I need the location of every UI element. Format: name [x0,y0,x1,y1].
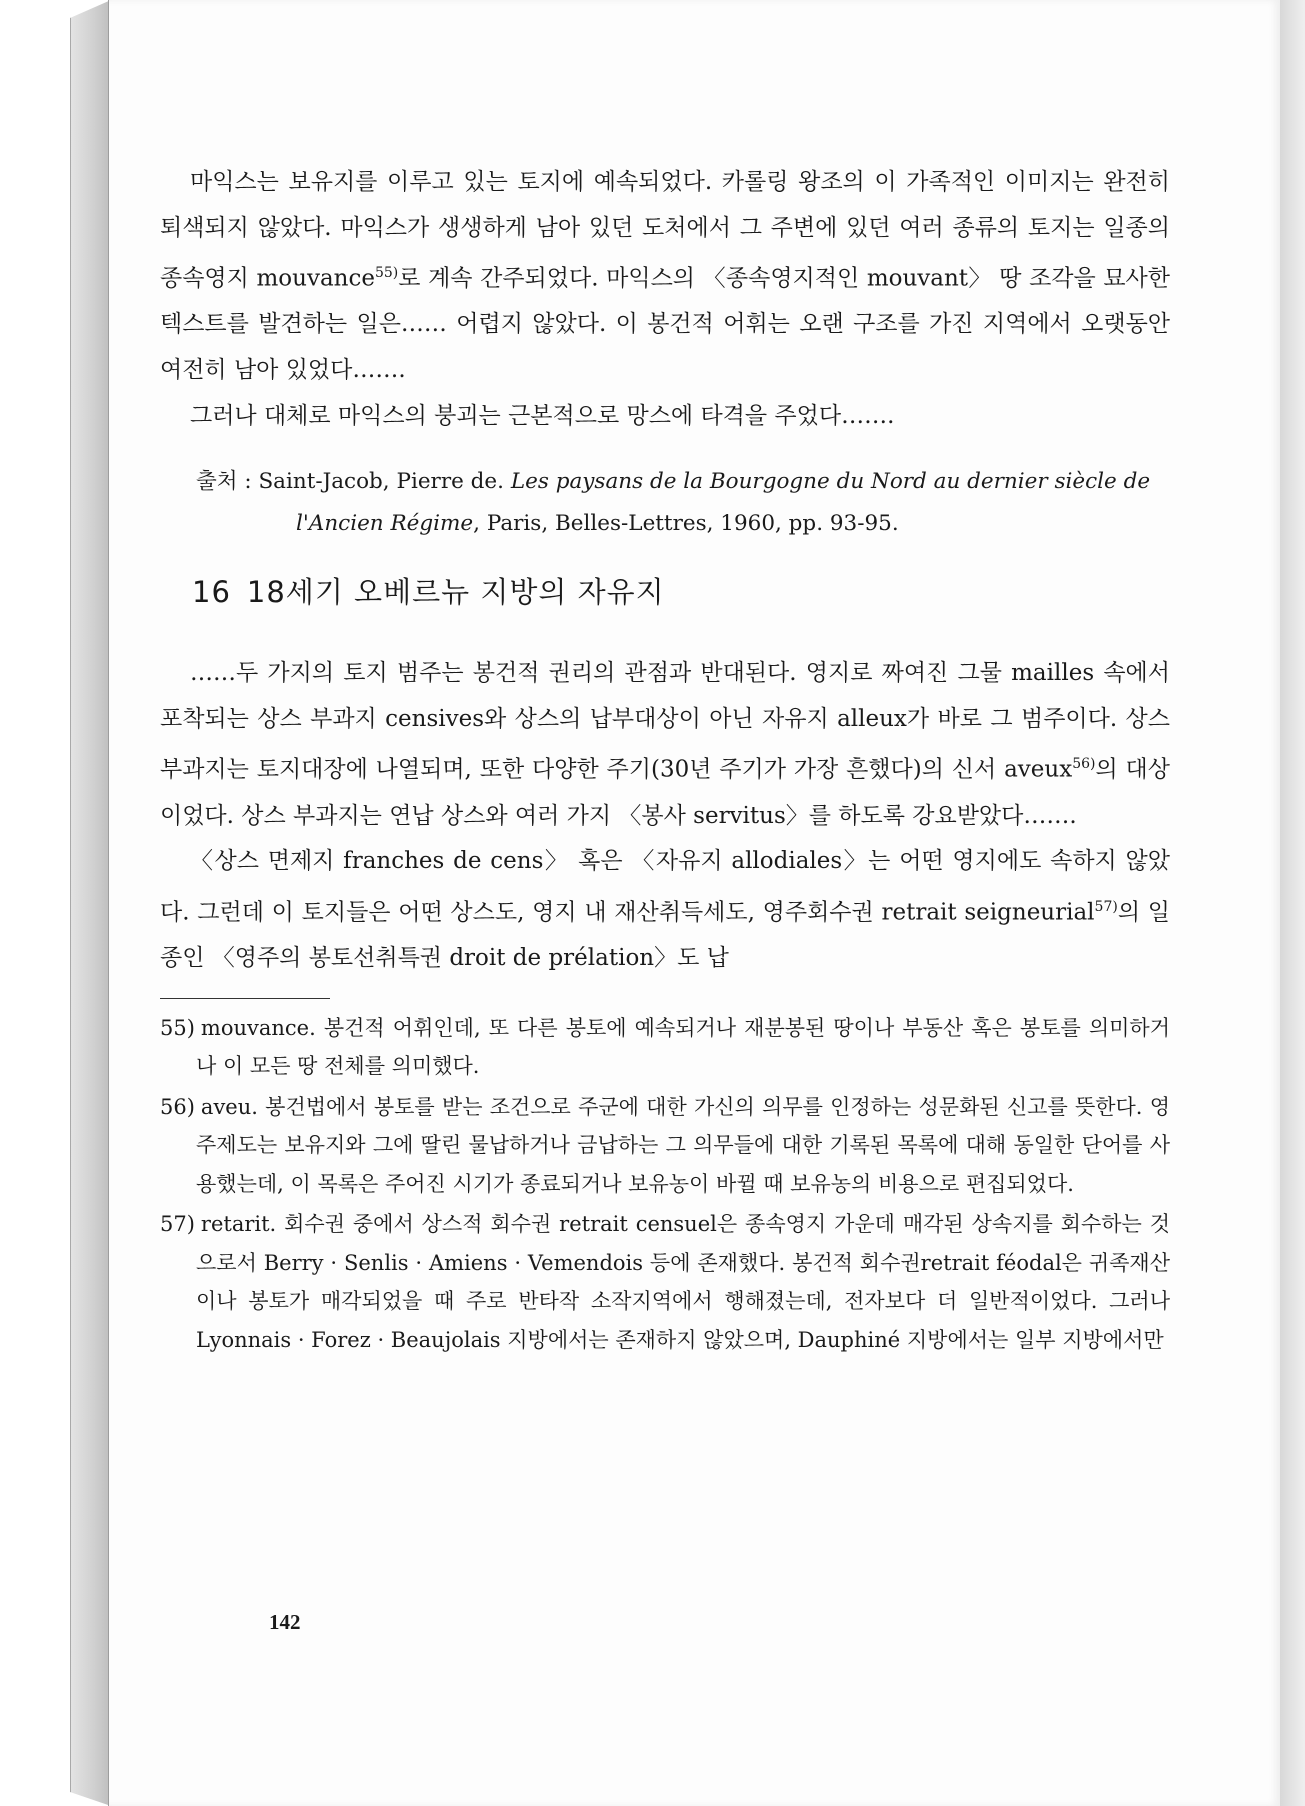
section-body [160,651,1170,981]
book-spine [70,0,111,1806]
footnotes [160,1009,1170,1360]
section-title: 18세기 오베르뉴 지방의 자유지 [246,575,665,610]
footnote-number: 57) [160,1212,195,1237]
section-heading [160,569,1170,615]
source-publication: , Paris, Belles-Lettres, 1960, pp. 93-95. [473,511,899,537]
paragraph-maix-2: 그러나 대체로 마익스의 붕괴는 근본적으로 망스에 타격을 주었다……. [190,402,895,429]
footnote-number: 55) [160,1015,195,1040]
footnote-56 [160,1088,1170,1204]
paragraph-allodial-land [160,839,1170,981]
source-citation [160,461,1170,545]
footnote-number: 56) [160,1094,195,1119]
page-number: 142 [269,1610,301,1634]
paragraph-text: 〈상스 면제지 franches de cens〉 혹은 〈자유지 allodiales〉는 어떤 영지에도 속하지 않았다. 그런데 이 토지들은 어떤 상스도, 영지 내 재산취득세도, 영주회수권 retrait seigneurial [160,848,1170,926]
section-number: 16 [192,575,231,610]
footnote-ref-56: 56) [1072,756,1096,773]
footnote-57 [160,1205,1170,1359]
footnote-ref-55: 55) [374,265,399,282]
paragraph-land-categories [160,651,1170,839]
footnote-divider [160,998,330,999]
paragraph-maix-1 [160,160,1170,394]
page-content [160,160,1170,1361]
footnote-text: retarit. 회수권 중에서 상스적 회수권 retrait censuel은 종속영지 가운데 매각된 상속지를 회수하는 것으로서 Berry · Senlis · Amiens · Vemendois 등에 존재했다. 봉건적 회수권retrait féodal은 귀족재산이나 봉토가 매각되었을 때 주로 반타작 소작지역에서 행해졌는데, 전자보다 더 일반적이었다. 그러나 Lyonnais · Forez · Beaujolais 지방에서는 존재하지 않았으며, Dauphiné 지방에서는 일부 지방에서만 [196,1212,1170,1352]
page-right-edge [1280,0,1305,1806]
paragraph-text: 마익스는 보유지를 이루고 있는 토지에 예속되었다. 카롤링 왕조의 이 가족적인 이미지는 완전히 퇴색되지 않았다. 마익스가 생생하게 남아 있던 도처에서 그 주변에 있던 여러 종류의 토지는 일종의 종속영지 mouvance [160,169,1170,292]
footnote-text: mouvance. 봉건적 어휘인데, 또 다른 봉토에 예속되거나 재분봉된 땅이나 부동산 혹은 봉토를 의미하거나 이 모든 땅 전체를 의미했다. [196,1015,1170,1079]
source-label: 출처 : Saint-Jacob, Pierre de. [196,469,511,495]
paragraph-text: 의 대상이었다. 상스 부과지는 연납 상스와 여러 가지 〈봉사 servitus〉를 하도록 강요받았다……. [160,757,1170,829]
source-title: Les paysans de la Bourgogne du Nord au dernier siècle de l'Ancien Régime [296,469,1151,537]
footnote-ref-57: 57) [1094,898,1118,915]
footnote-text: aveu. 봉건법에서 봉토를 받는 조건으로 주군에 대한 가신의 의무를 인정하는 성문화된 신고를 뜻한다. 영주제도는 보유지와 그에 딸린 물납하거나 금납하는 그 의무들에 대한 기록된 목록에 대해 동일한 단어를 사용했는데, 이 목록은 주어진 시기가 종료되거나 보유농이 바뀔 때 보유농의 비용으로 편집되었다. [196,1094,1170,1196]
paragraph-text: 의 일종인 〈영주의 봉토선취특권 droit de prélation〉도 납 [160,899,1171,972]
footnote-55 [160,1009,1170,1086]
paragraph-text: 로 계속 간주되었다. 마익스의 〈종속영지적인 mouvant〉 땅 조각을 묘사한 텍스트를 발견하는 일은…… 어렵지 않았다. 이 봉건적 어휘는 오랜 구조를 가진 지역에서 오랫동안 여전히 남아 있었다……. [160,265,1170,384]
paragraph-text: ……두 가지의 토지 범주는 봉건적 권리의 관점과 반대된다. 영지로 짜여진 그물 mailles 속에서 포착되는 상스 부과지 censives와 상스의 납부대상이 아닌 자유지 alleux가 바로 그 범주이다. 상스 부과지는 토지대장에 나열되며, 또한 다양한 주기(30년 주기가 가장 흔했다)의 신서 aveux [160,660,1170,784]
